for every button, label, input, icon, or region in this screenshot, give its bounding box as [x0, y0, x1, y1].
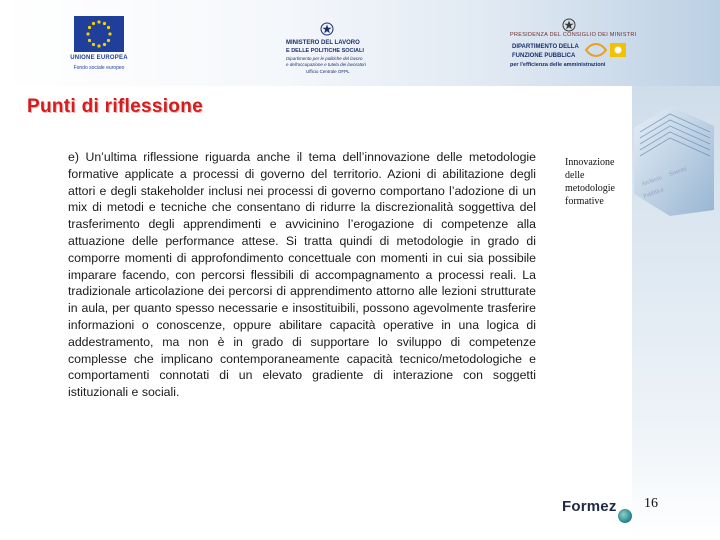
funzione-pubblica-dept-1: DIPARTIMENTO DELLA	[512, 44, 579, 50]
eu-flag-icon	[74, 16, 124, 52]
body-paragraph: e) Un’ultima riflessione riguarda anche il tema dell’innovazione delle metodologie formative applicate a processi di governo del territorio. Azioni di abilitazione degli attori e degli stakeholder inclusi nei processi di governo comportano l’adozione di un mix di metodi e tecniche che consentano di ridurre la discrezionalità soggettiva del trasferimento degli apprendimenti e avvicinino l’erogazione di competenze alla attuazione delle performance attese. Si tratta quindi di metodologie in grado di comporre momenti di approfondimento concettuale con momenti in cui sia possibile imparare facendo, con percorsi flessibili di accompagnamento a processi reali. La tradizionale articolazione dei percorsi di apprendimento attorno alle lezioni strutturate in aula, per quanto spesso necessarie e insostituibili, possono agevolmente trasferire informazioni o conoscenze, oppure abilitare capacità operative in una logica di addestramento, ma non è in grado di supportare lo sviluppo di competenze complesse che implicano contemporaneamente capacità tecnico/metodologiche e comportamenti connotati di un elevato gradiente di interazione con soggetti istituzionali e sociali.	[68, 150, 536, 400]
italian-emblem-icon	[320, 22, 334, 36]
eu-logo	[66, 16, 132, 76]
funzione-pubblica-top: PRESIDENZA DEL CONSIGLIO DEI MINISTRI	[510, 32, 637, 38]
funzione-pubblica-mark-icon	[584, 40, 632, 60]
book-illustration-icon	[630, 98, 716, 218]
eu-logo-name: UNIONE EUROPEA	[70, 55, 128, 61]
formez-dot-icon	[618, 509, 632, 523]
ministry-logo	[286, 22, 370, 80]
ministry-line-5: Ufficio Centrale OFPL	[306, 69, 350, 74]
ministry-line-2: E DELLE POLITICHE SOCIALI	[286, 48, 364, 54]
ministry-line-1: MINISTERO DEL LAVORO	[286, 40, 360, 46]
side-label: Innovazione delle metodologie formative	[565, 157, 615, 207]
funzione-pubblica-bottom: per l'efficienza delle amministrazioni	[510, 62, 606, 68]
italian-emblem-icon	[562, 18, 576, 32]
funzione-pubblica-logo	[510, 18, 637, 78]
page-title: Punti di riflessione	[27, 96, 203, 117]
svg-text:Pubblica: Pubblica	[642, 187, 665, 200]
page-number: 16	[644, 496, 658, 511]
svg-text:Archivio: Archivio	[640, 174, 663, 188]
ministry-line-3: Dipartimento per le politiche del lavoro	[286, 56, 363, 61]
ministry-line-4: e dell'occupazione e tutela dei lavoratori	[286, 62, 366, 67]
eu-logo-subtitle: Fondo sociale europeo	[73, 65, 125, 71]
header-band	[0, 0, 720, 86]
svg-text:Sistemi: Sistemi	[668, 166, 688, 178]
formez-logo: Formez	[562, 498, 617, 515]
funzione-pubblica-dept-2: FUNZIONE PUBBLICA	[512, 53, 576, 59]
